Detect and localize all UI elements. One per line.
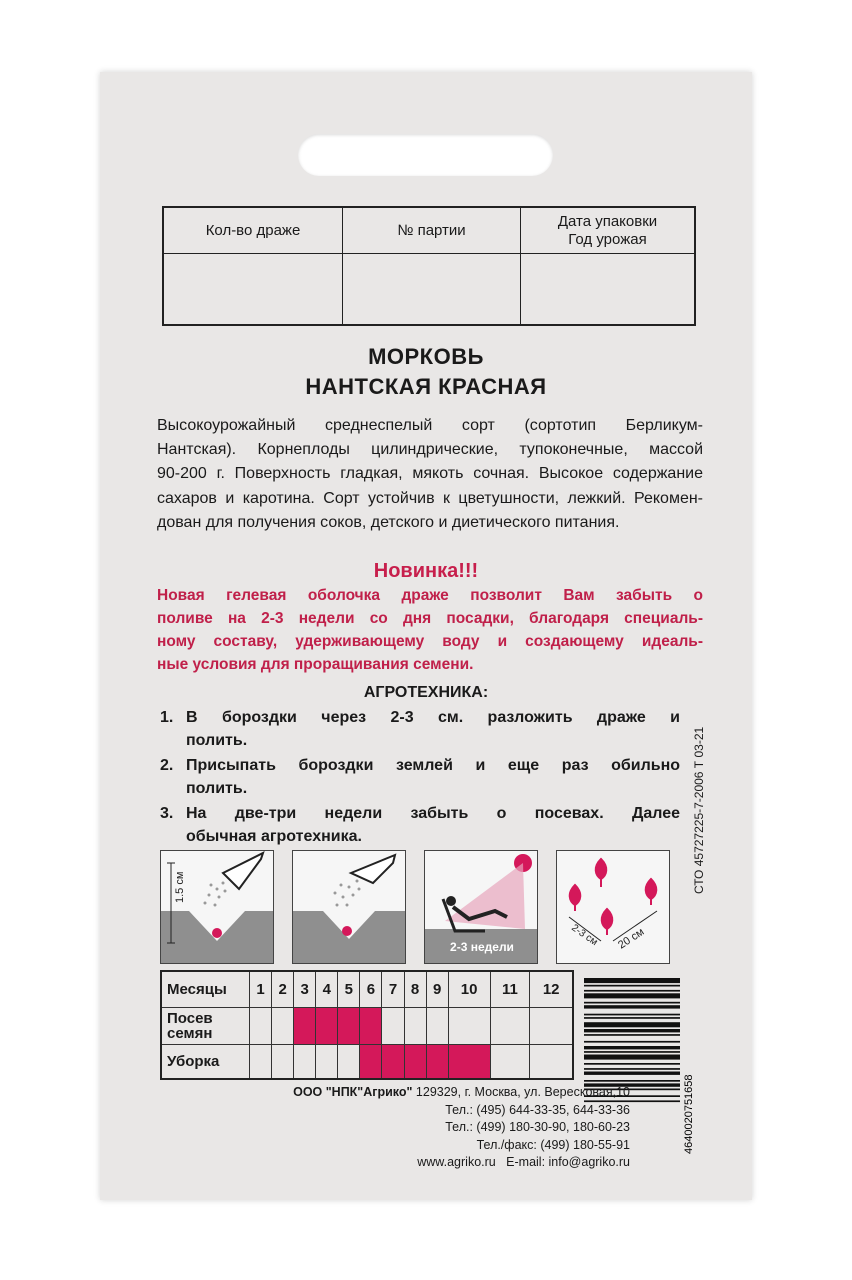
phone-2: Тел.: (499) 180-30-90, 180-60-23: [445, 1120, 630, 1134]
weeks-label: 2-3 недели: [450, 940, 514, 954]
fax: Тел./факс: (499) 180-55-91: [476, 1137, 630, 1152]
sowing-calendar: [160, 970, 574, 1080]
month-cell: 5: [338, 971, 360, 1008]
info-header-quantity: Кол-во драже: [164, 208, 343, 254]
standard-code: СТО 45727225-7-2006 Т 03-21: [692, 726, 706, 894]
calendar-cell: [360, 1008, 382, 1045]
barcode-number: 4640020751658: [683, 1074, 695, 1154]
barcode-bar: [584, 1068, 680, 1070]
product-title-line1: МОРКОВЬ: [368, 344, 484, 369]
month-cell: 10: [448, 971, 490, 1008]
website: www.agriko.ru: [417, 1155, 496, 1169]
barcode-bar: [584, 978, 680, 983]
description-line: дован для получения соков, детского и диетического питания.: [157, 513, 620, 531]
depth-label: 1.5 см: [174, 871, 186, 903]
watering-illustration: [293, 851, 406, 964]
calendar-cell: [490, 1044, 530, 1079]
plant-gap-label: 20 см: [616, 926, 647, 952]
calendar-cell: [360, 1044, 382, 1079]
month-cell: 1: [250, 971, 272, 1008]
novelty-line: поливе на 2-3 недели со дня посадки, благодаря специаль-: [157, 610, 703, 627]
info-header-batch: № партии: [343, 208, 521, 254]
novelty-line: ные условия для проращивания семени.: [157, 656, 474, 673]
calendar-cell: [250, 1008, 272, 1045]
hanger-hole: [298, 134, 553, 176]
barcode-bar: [584, 1029, 680, 1032]
waiting-illustration: [425, 851, 538, 964]
month-cell: 2: [272, 971, 294, 1008]
barcode-bar: [584, 1063, 680, 1065]
calendar-cell: [338, 1044, 360, 1079]
step-number: 1.: [160, 709, 174, 726]
agro-step: 2. Присыпать бороздки землей и еще раз обильно полить.: [160, 754, 680, 800]
calendar-cell: [490, 1008, 530, 1045]
calendar-cell: [294, 1008, 316, 1045]
pictogram-spacing: [556, 850, 670, 964]
month-cell: 6: [360, 971, 382, 1008]
barcode-bar: [584, 1022, 680, 1027]
calendar-cell: [382, 1044, 404, 1079]
info-value-batch: [343, 254, 521, 324]
phone-1: Тел.: (495) 644-33-35, 644-33-36: [445, 1102, 630, 1117]
product-title-line2: НАНТСКАЯ КРАСНАЯ: [305, 374, 547, 399]
month-cell: 12: [530, 971, 573, 1008]
barcode-bar: [584, 1046, 680, 1049]
calendar-months-label: Месяцы: [161, 971, 250, 1008]
pictogram-watering: [292, 850, 406, 964]
calendar-cell: [338, 1008, 360, 1045]
calendar-cell: [404, 1008, 426, 1045]
seed-packet-back: [100, 72, 752, 1200]
email: E-mail: info@agriko.ru: [506, 1155, 630, 1169]
barcode-bar: [584, 990, 680, 992]
company-name: ООО "НПК"Агрико": [293, 1085, 413, 1099]
calendar-cell: [404, 1044, 426, 1079]
description-line: Высокоурожайный среднеспелый сорт (сортотип Берликум-: [157, 417, 703, 434]
calendar-row-label: Посев семян: [161, 1008, 250, 1045]
barcode-bar: [584, 993, 680, 998]
agro-title: АГРОТЕХНИКА:: [363, 684, 489, 701]
agro-steps: [160, 706, 680, 850]
description-line: сахаров и каротина. Сорт устойчив к цветушности, лежкий. Рекомен-: [157, 489, 703, 507]
description: [157, 414, 703, 535]
calendar-row-harvest: [161, 1044, 573, 1079]
calendar-cell: [530, 1008, 573, 1045]
month-cell: 4: [316, 971, 338, 1008]
company-address: ООО "НПК"Агрико" 129329, г. Москва, ул. Вересковая,10: [293, 1085, 630, 1099]
calendar-cell: [316, 1008, 338, 1045]
barcode-bar: [584, 1051, 680, 1053]
description-line: Нантская). Корнеплоды цилиндрические, тупоконечные, массой: [157, 441, 703, 459]
month-cell: 9: [426, 971, 448, 1008]
info-value-quantity: [164, 254, 343, 324]
contacts: [190, 1084, 630, 1172]
calendar-cell: [426, 1008, 448, 1045]
novelty-line: ному составу, удерживающему воду и создающему идеаль-: [157, 633, 703, 650]
calendar-cell: [294, 1044, 316, 1079]
barcode-bar: [584, 1017, 680, 1019]
calendar-row-sowing: [161, 1008, 573, 1045]
barcode-bar: [584, 1002, 680, 1004]
barcode-bar: [584, 1005, 680, 1008]
month-cell: 3: [294, 971, 316, 1008]
calendar-cell: [448, 1044, 490, 1079]
step-number: 3.: [160, 805, 174, 822]
calendar-cell: [272, 1008, 294, 1045]
info-header-date: Дата упаковки Год урожая: [521, 208, 694, 254]
calendar-row-label: Уборка: [161, 1044, 250, 1079]
row-gap-label: 2-3 см: [569, 922, 600, 949]
pictogram-waiting: [424, 850, 538, 964]
spacing-illustration: [557, 851, 670, 964]
month-cell: 11: [490, 971, 530, 1008]
barcode-bar: [584, 1034, 680, 1036]
agro-step: 3. На две-три недели забыть о посевах. Далее обычная агротехника.: [160, 802, 680, 848]
barcode-bar: [584, 985, 680, 987]
calendar-cell: [448, 1008, 490, 1045]
web-email: [190, 1154, 630, 1172]
calendar-cell: [530, 1044, 573, 1079]
agro-step: 1. В бороздки через 2-3 см. разложить драже и полить.: [160, 706, 680, 752]
novelty-line: Новая гелевая оболочка драже позволит Вам забыть о: [157, 587, 703, 604]
step-number: 2.: [160, 757, 174, 774]
calendar-cell: [382, 1008, 404, 1045]
barcode-bar: [584, 1014, 680, 1016]
calendar-cell: [316, 1044, 338, 1079]
sowing-illustration: [161, 851, 274, 964]
month-cell: 8: [404, 971, 426, 1008]
barcode-bar: [584, 1072, 680, 1075]
pictogram-sowing: [160, 850, 274, 964]
calendar-cell: [250, 1044, 272, 1079]
novelty-title: Новинка!!!: [373, 560, 479, 582]
barcode-bar: [584, 1041, 680, 1043]
novelty-text: [157, 584, 703, 676]
info-value-date: [521, 254, 694, 324]
barcode-bar: [584, 1055, 680, 1060]
description-line: 90-200 г. Поверхность гладкая, мякоть сочная. Высокое содержание: [157, 465, 703, 483]
barcode-bar: [584, 1080, 680, 1082]
calendar-cell: [272, 1044, 294, 1079]
calendar-cell: [426, 1044, 448, 1079]
month-cell: 7: [382, 971, 404, 1008]
calendar-header-row: [161, 971, 573, 1008]
info-table: [162, 206, 696, 326]
